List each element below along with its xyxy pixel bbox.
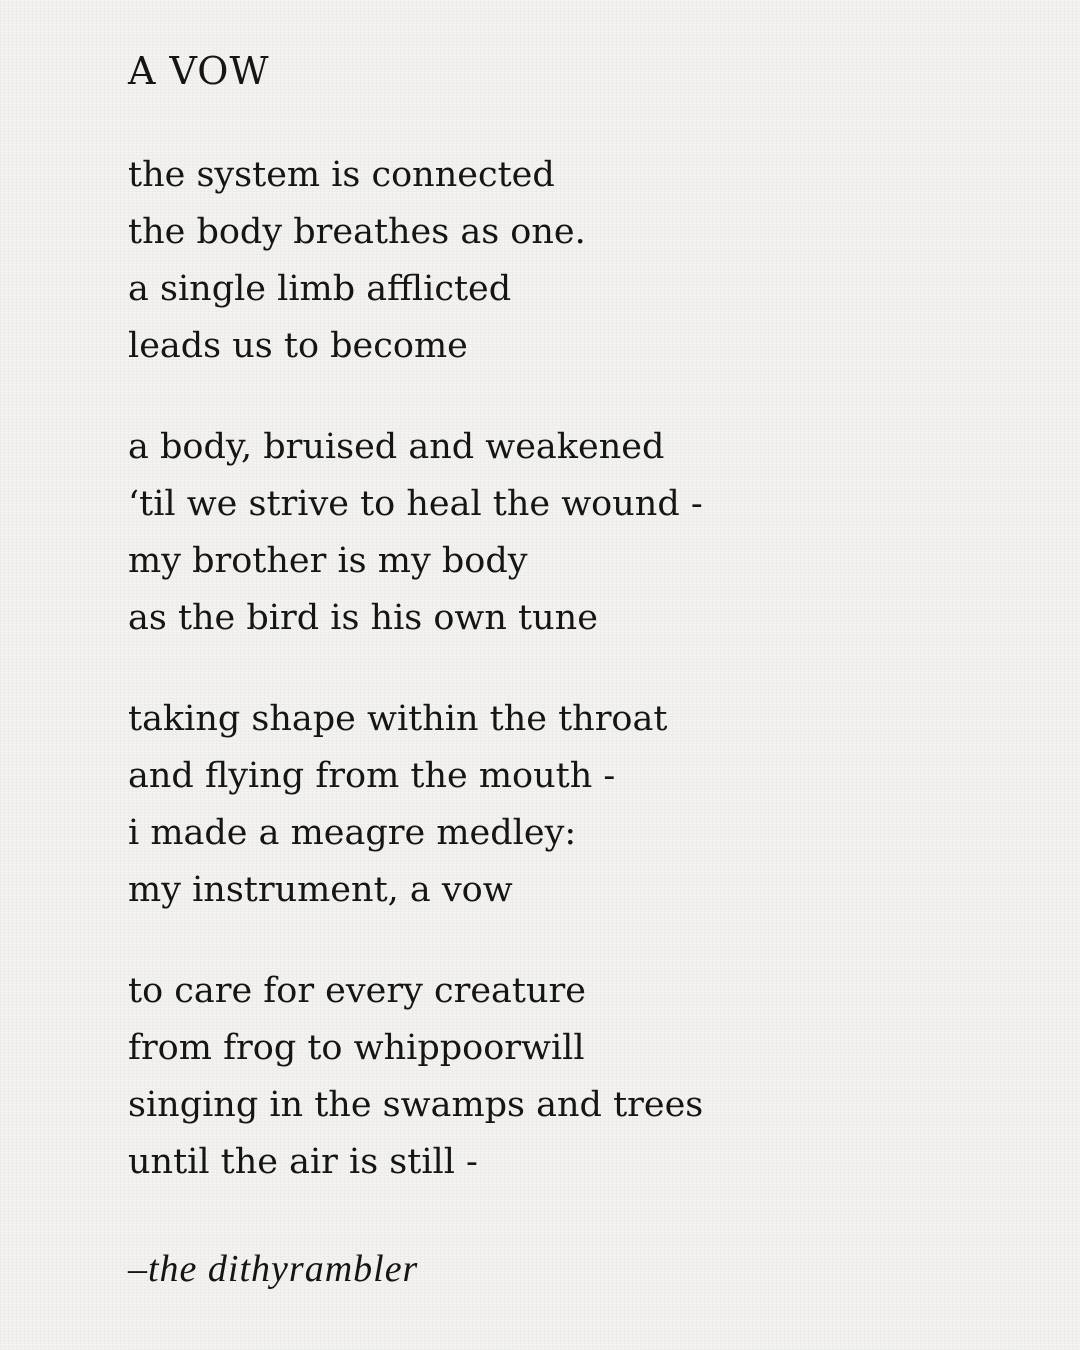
poem-line: leads us to become xyxy=(128,326,468,366)
stanza-1 xyxy=(128,147,703,375)
poem-title: A VOW xyxy=(128,49,270,93)
poem-line: until the air is still - xyxy=(128,1142,478,1182)
poem-body xyxy=(128,147,703,1235)
poem-line: a body, bruised and weakened xyxy=(128,427,665,467)
poem-line: my brother is my body xyxy=(128,541,528,581)
poem-line: taking shape within the throat xyxy=(128,699,668,739)
stanza-4 xyxy=(128,963,703,1191)
author-signature: –the dithyrambler xyxy=(128,1248,419,1290)
poem-line: from frog to whippoorwill xyxy=(128,1028,585,1068)
poem-line: a single limb afflicted xyxy=(128,269,512,309)
stanza-2 xyxy=(128,419,703,647)
poem-line: i made a meagre medley: xyxy=(128,813,577,853)
poem-line: and flying from the mouth - xyxy=(128,756,616,796)
poem-line: my instrument, a vow xyxy=(128,870,513,910)
poem-line: to care for every creature xyxy=(128,971,586,1011)
poem-line: the system is connected xyxy=(128,155,555,195)
poem-line: as the bird is his own tune xyxy=(128,598,598,638)
poem-line: the body breathes as one. xyxy=(128,212,586,252)
poem-line: singing in the swamps and trees xyxy=(128,1085,704,1125)
stanza-3 xyxy=(128,691,703,919)
poem-line: ‘til we strive to heal the wound - xyxy=(128,484,703,524)
